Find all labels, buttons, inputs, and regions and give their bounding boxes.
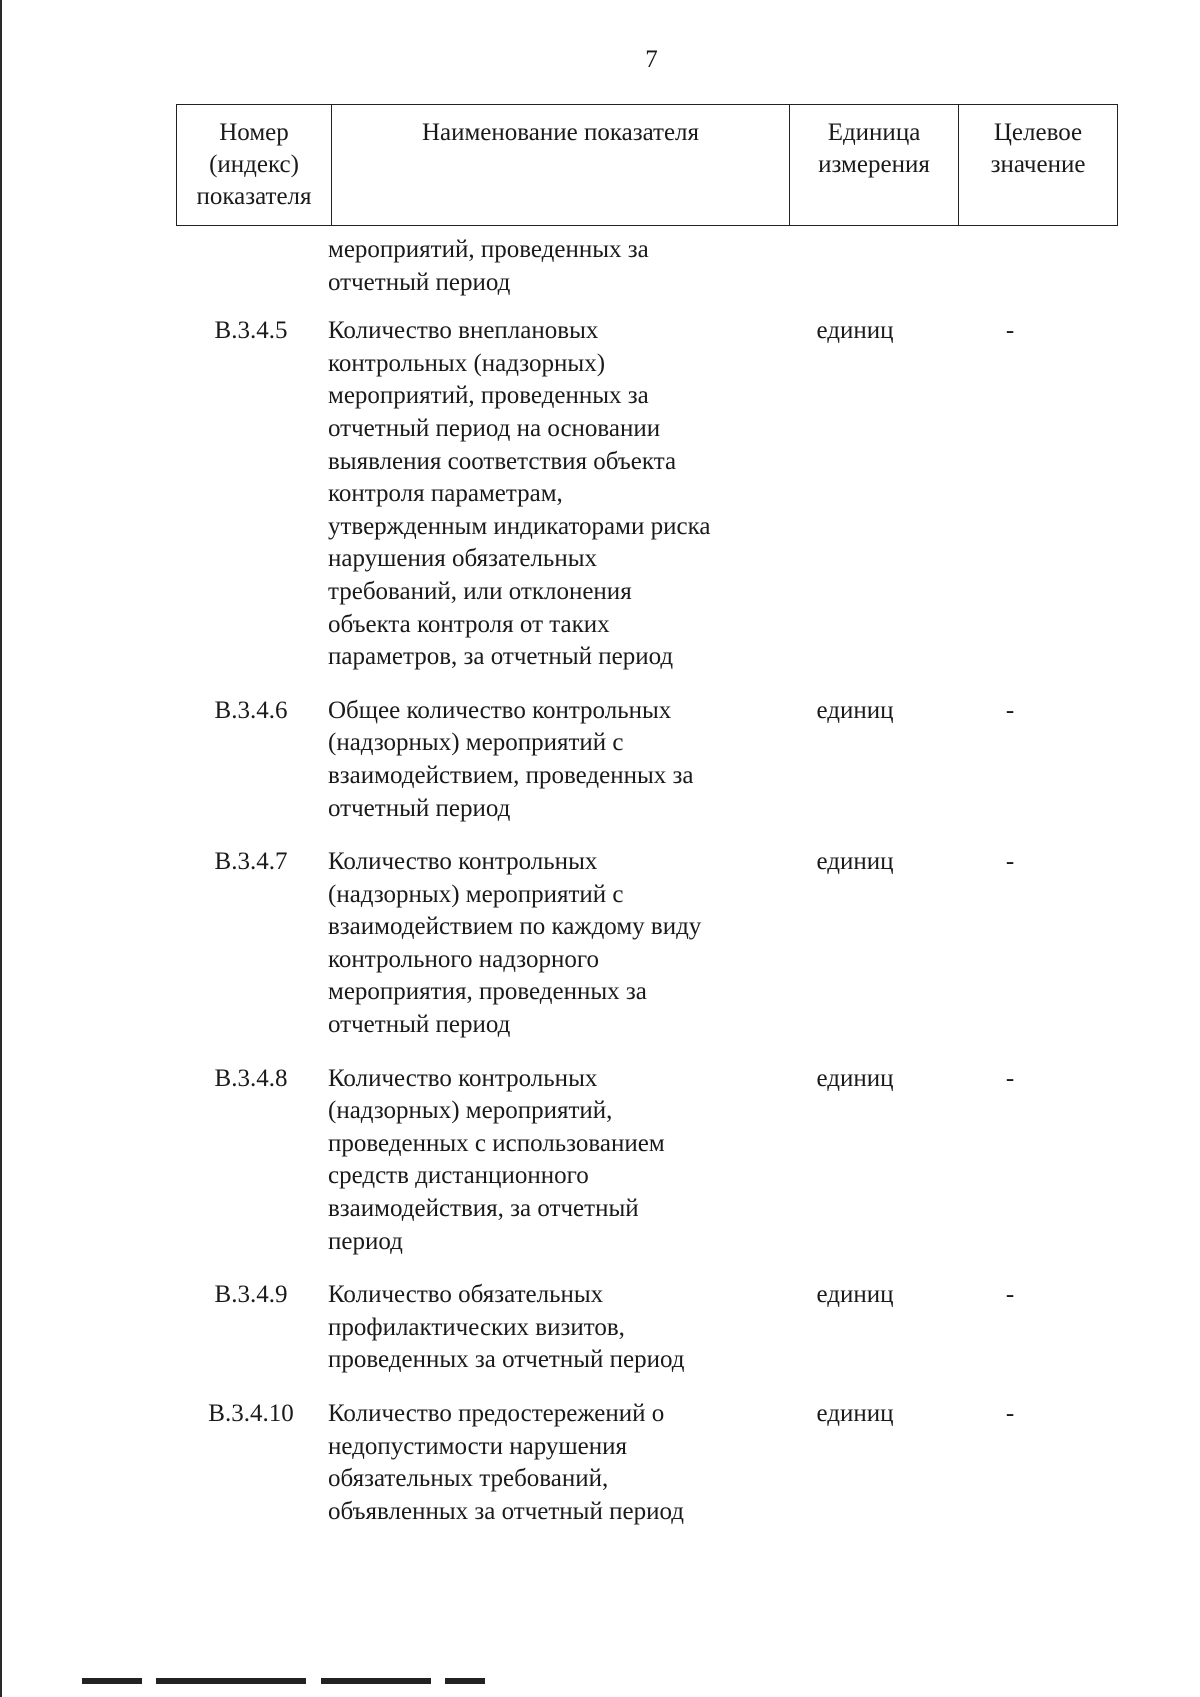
header-name-label: Наименование показателя (421, 119, 700, 146)
table-row (176, 1279, 1089, 1377)
cut-off-mark (321, 1678, 431, 1684)
row-unit: единиц (816, 696, 894, 724)
row-unit: единиц (816, 1064, 894, 1092)
row-name: Количество предостережений о недопустимости нарушения обязательных требований, объявленных за отчетный период (328, 1400, 684, 1525)
row-target: - (1005, 1400, 1015, 1427)
row-target: - (1005, 848, 1015, 876)
table-row (176, 1063, 1089, 1259)
row-name: Количество внеплановых контрольных (надзорных) мероприятий, проведенных за отчетный период на основании выявления соответствия объекта контроля параметрам, утвержденным индикаторами риска нарушения обязательных требований, или отклонения объекта контроля от таких параметров, за отчетный период (328, 317, 711, 671)
header-index-cell (177, 105, 332, 226)
row-name: Количество обязательных профилактических визитов, проведенных за отчетный период (328, 1281, 685, 1374)
row-name: Количество контрольных (надзорных) мероприятий с взаимодействием по каждому виду контрольного надзорного мероприятия, проведенных за отчетный период (328, 848, 702, 1039)
row-target: - (1005, 317, 1015, 345)
header-unit-label: Единица измерения (818, 119, 930, 178)
row-unit: единиц (816, 1281, 894, 1309)
cut-off-mark (156, 1678, 306, 1684)
row-index: В.3.4.7 (214, 848, 288, 876)
row-unit: единиц (816, 1400, 894, 1427)
row-index: В.3.4.9 (214, 1281, 288, 1309)
row-target (935, 234, 1085, 299)
table-row (176, 315, 1089, 674)
row-name: Общее количество контрольных (надзорных) мероприятий с взаимодействием, проведенных за отчетный период (328, 696, 694, 822)
table-row (176, 846, 1089, 1042)
row-name: Количество контрольных (надзорных) мероприятий, проведенных с использованием средств дистанционного взаимодействия, за отчетный период (328, 1064, 665, 1255)
cut-off-mark (82, 1678, 142, 1684)
cut-off-footer-text (60, 1678, 960, 1690)
table-row (176, 1398, 1089, 1528)
row-unit: единиц (816, 848, 894, 876)
table-body (176, 234, 1089, 1549)
row-index: В.3.4.8 (214, 1064, 288, 1092)
row-unit: единиц (816, 317, 894, 345)
header-target-label: Целевое значение (990, 119, 1086, 178)
header-target-cell (959, 105, 1118, 226)
header-index-label: Номер (индекс) показателя (196, 119, 312, 210)
row-target: - (1005, 1064, 1015, 1092)
row-index (176, 234, 326, 299)
cut-off-mark (445, 1678, 485, 1684)
table-row (176, 234, 1089, 299)
header-name-cell (332, 105, 790, 226)
row-target: - (1005, 696, 1015, 724)
row-unit (775, 234, 935, 299)
table-row (176, 695, 1089, 825)
table-header-row (177, 105, 1118, 226)
scan-edge-line (0, 0, 2, 1697)
page-number: 7 (645, 46, 658, 73)
row-index: В.3.4.5 (214, 317, 288, 345)
row-index: В.3.4.6 (214, 696, 288, 724)
row-target: - (1005, 1281, 1015, 1309)
table-header (176, 104, 1118, 226)
header-unit-cell (790, 105, 959, 226)
row-index: В.3.4.10 (208, 1400, 294, 1427)
row-name: мероприятий, проведенных за отчетный период (328, 236, 649, 296)
